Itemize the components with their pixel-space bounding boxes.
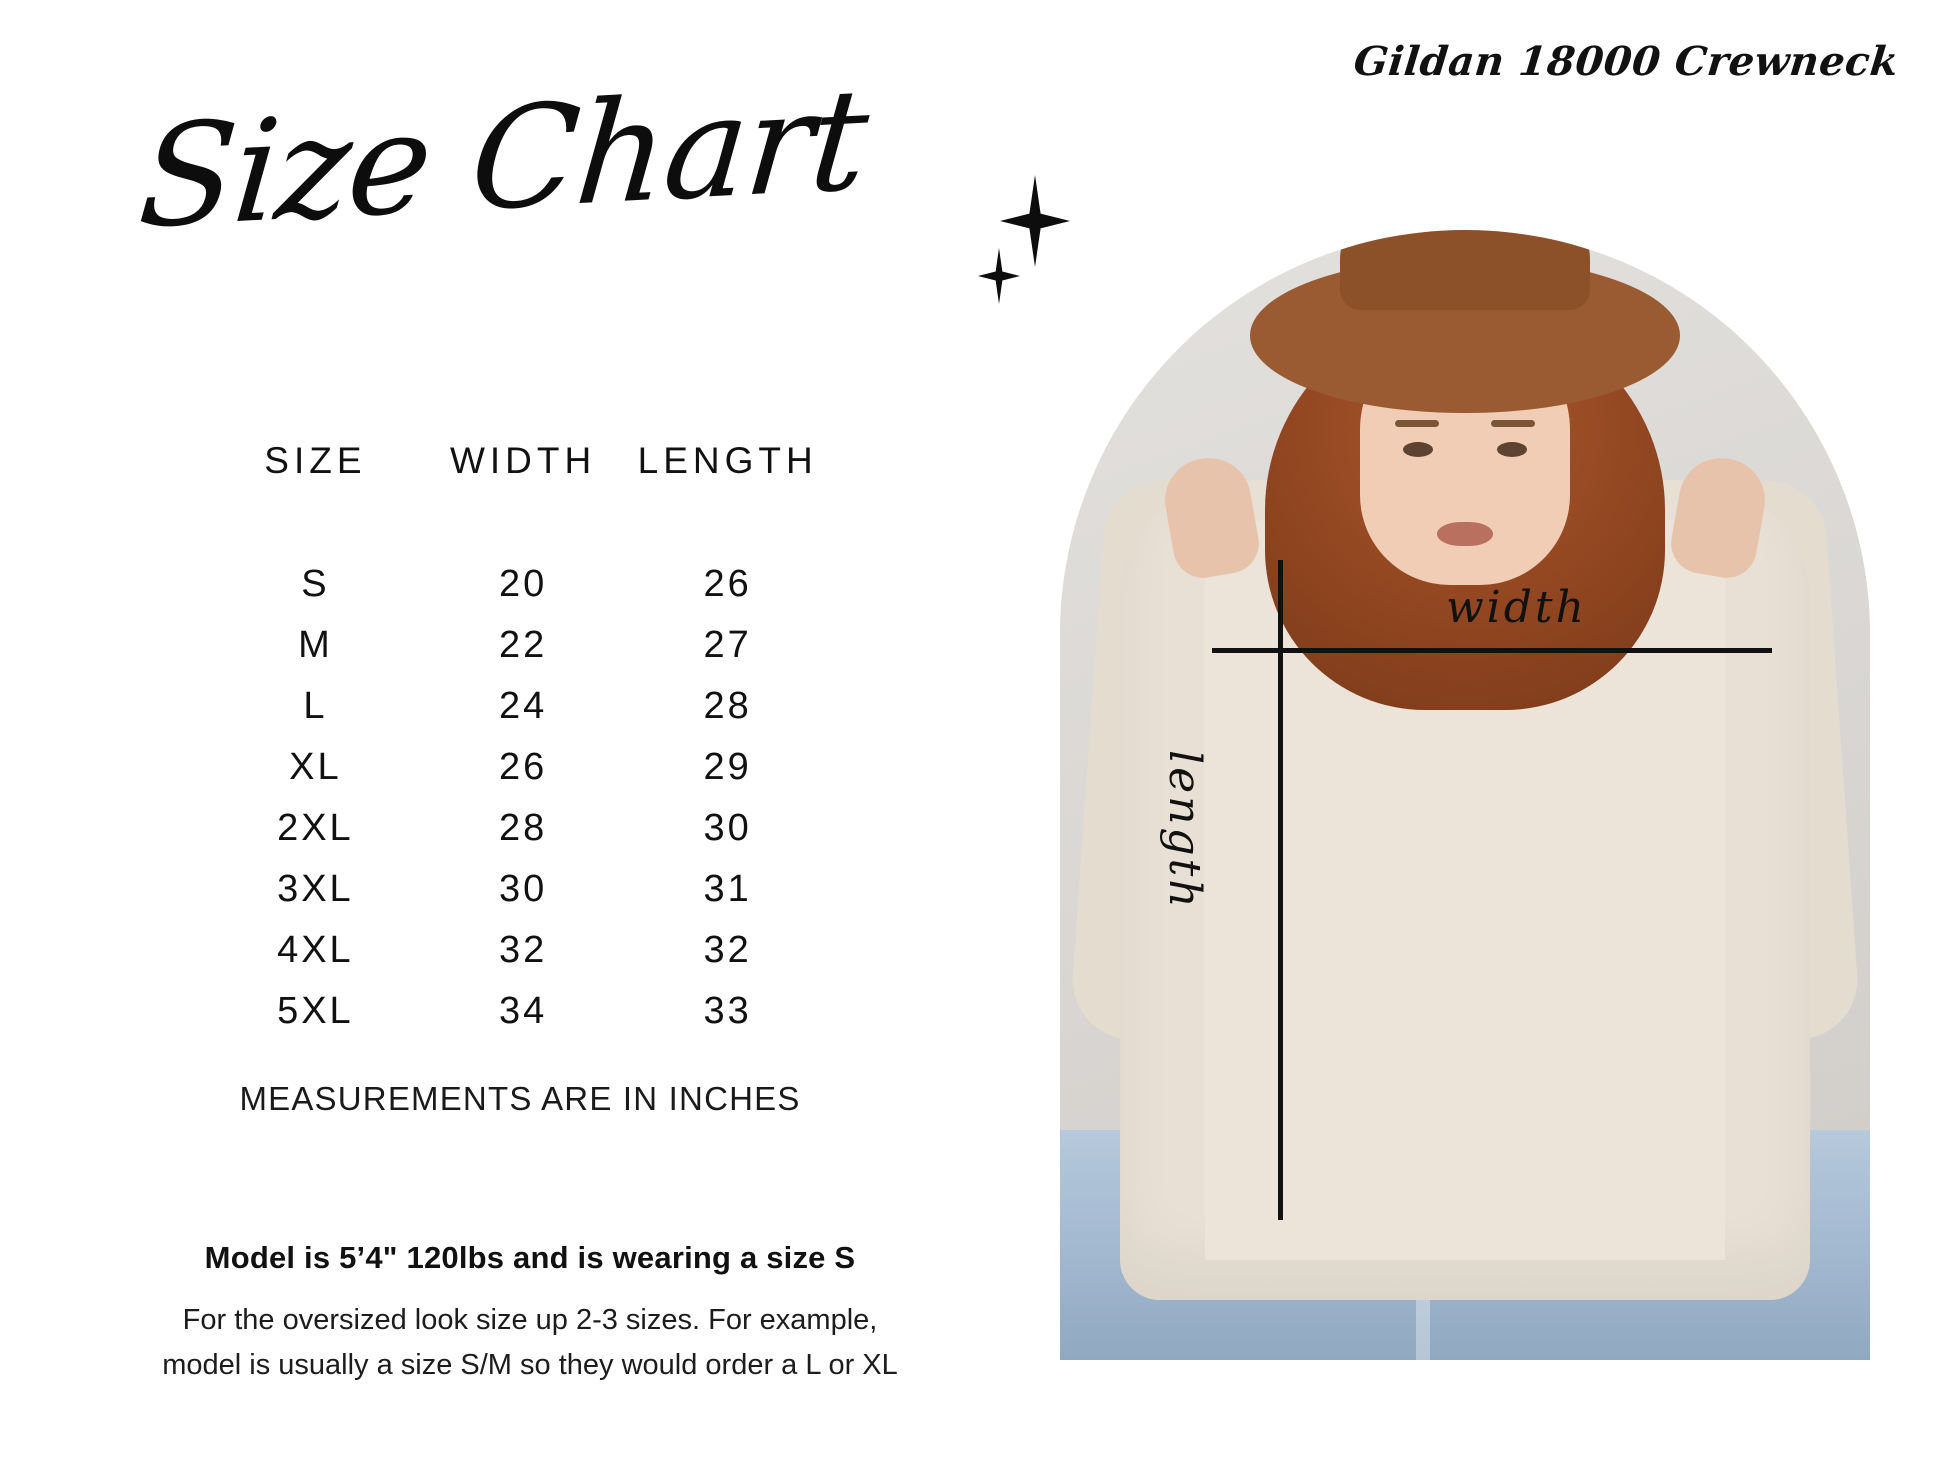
size-table [210,440,830,1042]
cell-width: 22 [498,624,548,666]
cell-length: 33 [703,990,752,1032]
eye-right [1497,442,1527,457]
cell-length: 30 [703,807,752,849]
model-photo [1060,230,1870,1360]
cell-length: 29 [703,746,752,788]
cell-size: 5XL [277,990,354,1032]
cell-size: 3XL [277,868,354,910]
sizing-note-line-2: model is usually a size S/M so they would order a L or XL [162,1348,898,1381]
cell-size: 2XL [277,807,354,849]
table-row [210,676,830,737]
units-note: MEASUREMENTS ARE IN INCHES [239,1080,801,1117]
cell-width: 34 [498,990,548,1032]
hat-crown [1340,230,1590,310]
table-row [210,798,830,859]
table-row [210,859,830,920]
table-row [210,554,830,615]
cell-width: 20 [498,563,548,605]
table-row [210,920,830,981]
model-note: Model is 5’4" 120lbs and is wearing a size S [204,1240,856,1275]
cell-width: 30 [498,868,548,910]
page-title: Size Chart [133,58,873,261]
cell-size: XL [289,746,342,788]
width-measure-label: width [1446,582,1587,633]
cell-width: 26 [498,746,548,788]
table-row [210,981,830,1042]
cell-size: L [303,685,328,727]
length-measure-label: length [1159,750,1210,911]
cell-length: 32 [703,929,752,971]
cell-length: 27 [703,624,752,666]
brand-label: Gildan 18000 Crewneck [1351,38,1901,85]
model-hat [1250,258,1680,413]
size-table-wrap [210,440,830,1042]
eye-left [1403,442,1433,457]
table-row [210,737,830,798]
lips [1437,522,1493,546]
sparkle-small-icon [978,248,1020,304]
header-length: LENGTH [637,440,818,481]
cell-length: 31 [703,868,752,910]
table-row [210,615,830,676]
cell-width: 28 [498,807,548,849]
header-size: SIZE [264,440,367,481]
header-width: WIDTH [449,440,597,481]
cell-width: 24 [498,685,548,727]
cell-size: S [301,563,330,605]
table-header-row [210,440,830,554]
width-measure-line [1212,648,1772,653]
cell-size: M [298,624,333,666]
length-measure-line [1278,560,1283,1220]
footer-notes [90,1240,970,1388]
cell-length: 28 [703,685,752,727]
eyebrow-right [1491,420,1535,427]
cell-size: 4XL [277,929,354,971]
sizing-note-line-1: For the oversized look size up 2-3 sizes. For example, [182,1304,878,1336]
cell-length: 26 [703,563,752,605]
eyebrow-left [1395,420,1439,427]
cell-width: 32 [498,929,548,971]
